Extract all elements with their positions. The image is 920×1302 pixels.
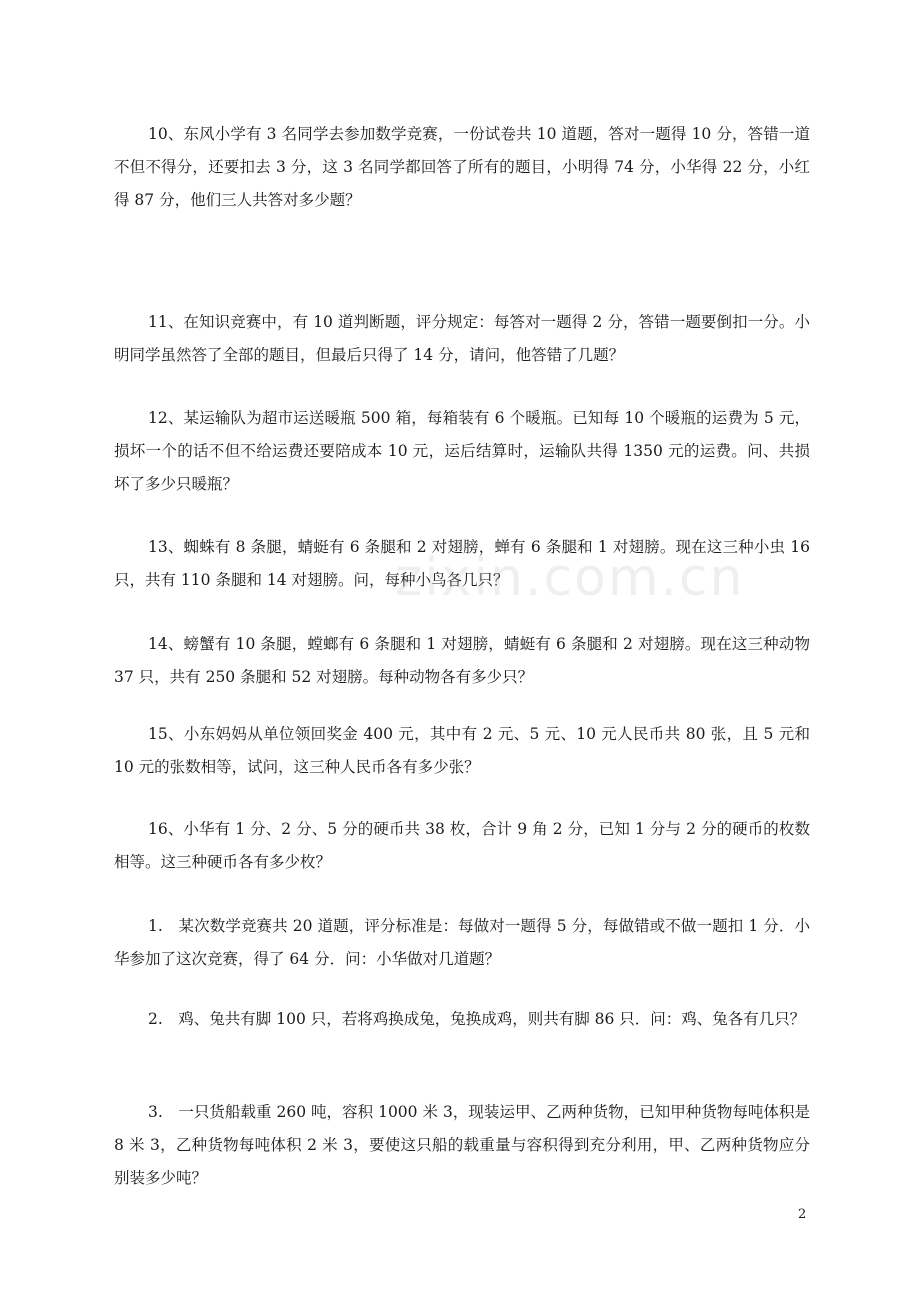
watermark: zixin.com.cn: [395, 548, 745, 608]
problem-15: 15、小东妈妈从单位领回奖金 400 元，其中有 2 元、5 元、10 元人民币共 80 张，且 5 元和 10 元的张数相等，试问，这三种人民币各有多少张？: [114, 725, 810, 776]
page-number: 2: [798, 1207, 807, 1222]
problem-2: 2. 鸡、兔共有脚 100 只，若将鸡换成兔，兔换成鸡，则共有脚 86 只．问：鸡、兔各有几只？: [148, 1010, 806, 1028]
problem-1: 1. 某次数学竞赛共 20 道题，评分标准是：每做对一题得 5 分，每做错或不做一题扣 1 分．小华参加了这次竞赛，得了 64 分．问：小华做对几道题？: [114, 917, 810, 968]
problem-16: 16、小华有 1 分、2 分、5 分的硬币共 38 枚，合计 9 角 2 分，已知 1 分与 2 分的硬币的枚数相等。这三种硬币各有多少枚？: [114, 820, 810, 871]
problem-11: 11、在知识竞赛中，有 10 道判断题，评分规定：每答对一题得 2 分，答错一题要倒扣一分。小明同学虽然答了全部的题目，但最后只得了 14 分，请问，他答错了几题？: [114, 313, 810, 364]
problem-3: 3. 一只货船载重 260 吨，容积 1000 米 3，现装运甲、乙两种货物，已知甲种货物每吨体积是 8 米 3，乙种货物每吨体积 2 米 3，要使这只船的载重量与容积得到充分利用，甲、乙两种货物应分别装多少吨？: [114, 1103, 810, 1187]
problem-10: 10、东风小学有 3 名同学去参加数学竞赛，一份试卷共 10 道题，答对一题得 10 分，答错一道不但不得分，还要扣去 3 分，这 3 名同学都回答了所有的题目，小明得 74 分，小华得 22 分，小红得 87 分，他们三人共答对多少题？: [114, 125, 810, 209]
problem-12: 12、某运输队为超市运送暖瓶 500 箱，每箱装有 6 个暖瓶。已知每 10 个暖瓶的运费为 5 元，损坏一个的话不但不给运费还要陪成本 10 元，运后结算时，运输队共得 1350 元的运费。问、共损坏了多少只暖瓶？: [114, 409, 810, 493]
problem-13: 13、蜘蛛有 8 条腿，蜻蜓有 6 条腿和 2 对翅膀，蝉有 6 条腿和 1 对翅膀。现在这三种小虫 16 只，共有 110 条腿和 14 对翅膀。问，每种小鸟各几只？: [114, 538, 810, 589]
problem-14: 14、螃蟹有 10 条腿，螳螂有 6 条腿和 1 对翅膀，蜻蜓有 6 条腿和 2 对翅膀。现在这三种动物 37 只，共有 250 条腿和 52 对翅膀。每种动物各有多少只？: [114, 635, 810, 686]
